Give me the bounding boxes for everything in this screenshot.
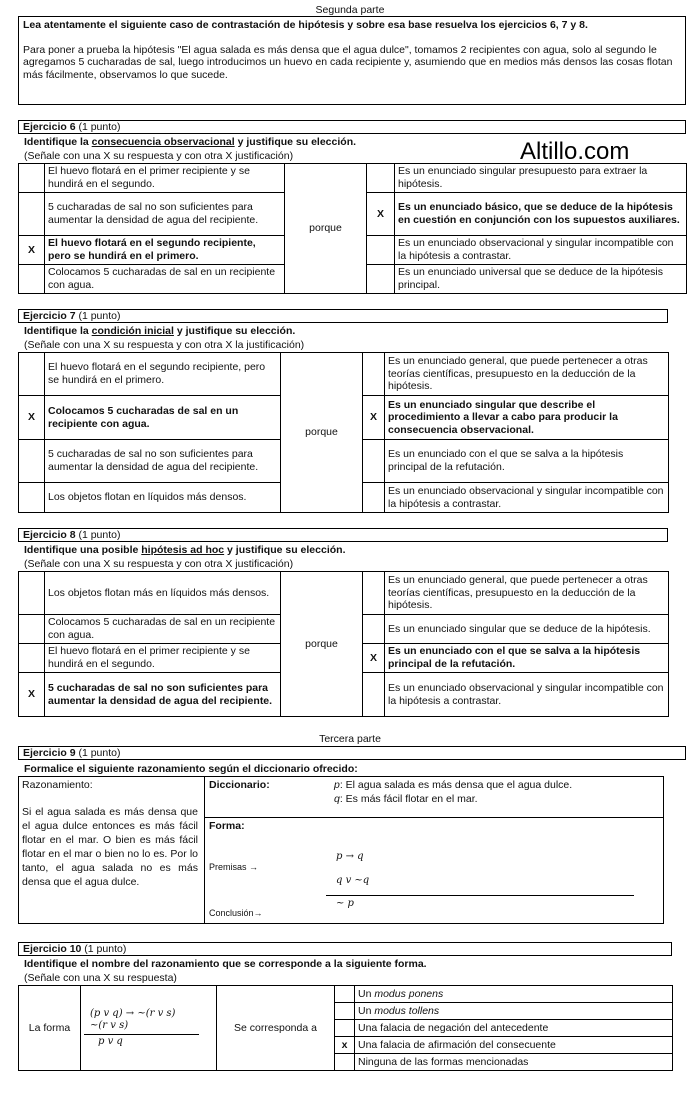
option-left: 5 cucharadas de sal no son suficientes para aumentar la densidad de agua del recipiente. [45,440,281,483]
razonamiento-label: Razonamiento: [22,779,93,791]
option-left: Colocamos 5 cucharadas de sal en un recipiente con agua. [45,265,285,294]
dict-q: q: Es más fácil flotar en el mar. [334,793,478,805]
ex10-points: (1 punto) [84,943,127,955]
ex7-note: (Señale con una X su respuesta y con otra X la justificación) [24,339,305,351]
forma-label: Forma: [209,820,245,832]
option-left: Los objetos flotan más en líquidos más densos. [45,572,281,615]
mark-right[interactable] [363,615,385,644]
option-right: Es un enunciado singular que describe el procedimiento a llevar a cabo para producir la consecuencia observacional. [385,396,669,440]
mark-right[interactable] [363,673,385,717]
mark-left[interactable]: X [19,673,45,717]
mark-left[interactable] [19,644,45,673]
ex8-header [18,528,668,542]
ex10-instruction: Identifique el nombre del razonamiento que se corresponde a la siguiente forma. [24,958,427,970]
mark-right[interactable] [367,164,395,193]
table-row [19,572,669,615]
mark-right[interactable] [363,572,385,615]
option-text: Un modus tollens [355,1003,673,1020]
intro-box [18,16,686,105]
ex6-instruction: Identifique la consecuencia observacional y justifique su elección. [24,136,357,148]
mark-left[interactable] [19,615,45,644]
watermark-logo: Altillo.com [520,138,630,165]
table-row [19,353,669,396]
option-text: Una falacia de afirmación del consecuente [355,1037,673,1054]
conclusion-label: Conclusión→ [209,908,263,918]
mark-right[interactable] [367,265,395,294]
part3-title: Tercera parte [319,733,381,745]
option-right: Es un enunciado observacional y singular incompatible con la hipótesis a contrastar. [395,236,687,265]
option-left: Los objetos flotan en líquidos más densos. [45,483,281,513]
porque-label: porque [281,572,363,717]
la-forma-label: La forma [19,986,81,1071]
mark-left[interactable] [19,265,45,294]
option-left: El huevo flotará en el primer recipiente y se hundirá en el segundo. [45,644,281,673]
inference-line [326,895,634,896]
option-right: Es un enunciado básico, que se deduce de la hipótesis en cuestión en conjunción con los supuestos auxiliares. [395,193,687,236]
formula-line-3: p v q [98,1036,123,1047]
option-right: Es un enunciado singular presupuesto para extraer la hipótesis. [395,164,687,193]
ex6-header [18,120,686,134]
premise-1: p → q [336,851,364,862]
ex9-instruction: Formalice el siguiente razonamiento según el diccionario ofrecido: [24,763,358,775]
ex10-header [18,942,672,956]
ex10-table [18,985,673,1071]
mark-left[interactable]: X [19,236,45,265]
option-right: Es un enunciado observacional y singular incompatible con la hipótesis a contrastar. [385,483,669,513]
option-mark[interactable]: x [335,1037,355,1054]
ex7-label: Ejercicio 7 [23,310,76,322]
mark-right[interactable] [363,440,385,483]
option-mark[interactable] [335,986,355,1003]
option-right: Es un enunciado general, que puede pertenecer a otras teorías científicas, presupuesto en la deducción de la hipótesis. [385,572,669,615]
option-right: Es un enunciado observacional y singular incompatible con la hipótesis a contrastar. [385,673,669,717]
ex8-table [18,571,669,717]
table-row [19,986,673,1003]
conclusion-formula: ~ p [336,898,354,909]
ex10-note: (Señale con una X su respuesta) [24,972,177,984]
mark-left[interactable] [19,164,45,193]
ex7-header [18,309,668,323]
mark-left[interactable] [19,483,45,513]
ex9-divider [204,817,664,818]
ex8-label: Ejercicio 8 [23,529,76,541]
option-left: Colocamos 5 cucharadas de sal en un recipiente con agua. [45,396,281,440]
ex9-divider [204,776,205,924]
option-mark[interactable] [335,1054,355,1071]
ex9-header [18,746,686,760]
ex7-instruction: Identifique la condición inicial y justifique su elección. [24,325,296,337]
ex6-note: (Señale con una X su respuesta y con otra X justificación) [24,150,294,162]
mark-left[interactable] [19,193,45,236]
mark-left[interactable] [19,572,45,615]
mark-right[interactable]: X [367,193,395,236]
mark-right[interactable]: X [363,396,385,440]
mark-right[interactable] [363,353,385,396]
option-right: Es un enunciado universal que se deduce de la hipótesis principal. [395,265,687,294]
mark-right[interactable] [363,483,385,513]
ex7-table [18,352,669,513]
ex9-label: Ejercicio 9 [23,747,76,759]
mark-right[interactable]: X [363,644,385,673]
forma-formula-cell [81,986,217,1071]
option-right: Es un enunciado singular que se deduce de la hipótesis. [385,615,669,644]
ex6-points: (1 punto) [78,121,121,133]
diccionario-label: Diccionario: [209,779,270,791]
se-corresponda-label: Se corresponda a [217,986,335,1071]
ex10-label: Ejercicio 10 [23,943,82,955]
porque-label: porque [285,164,367,294]
option-left: El huevo flotará en el segundo recipiente, pero se hundirá en el primero. [45,236,285,265]
mark-left[interactable] [19,353,45,396]
option-right: Es un enunciado general, que puede pertenecer a otras teorías científicas, presupuesto en la deducción de la hipótesis. [385,353,669,396]
option-right: Es un enunciado con el que se salva a la hipótesis principal de la refutación. [385,440,669,483]
option-left: El huevo flotará en el segundo recipiente, pero se hundirá en el primero. [45,353,281,396]
option-text: Una falacia de negación del antecedente [355,1020,673,1037]
option-left: El huevo flotará en el primer recipiente y se hundirá en el segundo. [45,164,285,193]
option-text: Un modus ponens [355,986,673,1003]
ex6-label: Ejercicio 6 [23,121,76,133]
dict-p: p: El agua salada es más densa que el agua dulce. [334,779,573,791]
intro-text: Para poner a prueba la hipótesis "El agua salada es más densa que el agua dulce", tomamos 2 recipientes con agua, solo al segundo le agregamos 5 cucharadas de sal, luego introducimos un huevo en cada recipiente y, asumiendo que en medios más densos las cosas flotan más fácilmente, observamos lo que sucede. [23,43,673,81]
razonamiento-text: Si el agua salada es más densa que el agua dulce entonces es más fácil flotar en el mar. O bien es más fácil flotar en el mar o bien no lo es. Por lo tanto, el agua salada no es más densa que el agua dulce. [22,806,198,888]
option-mark[interactable] [335,1003,355,1020]
ex6-table [18,163,687,294]
formula-line-1: (p v q) → ~(r v s) [90,1008,176,1019]
ex7-points: (1 punto) [78,310,121,322]
ex8-note: (Señale con una X su respuesta y con otra X justificación) [24,558,294,570]
porque-label: porque [281,353,363,513]
ex9-points: (1 punto) [78,747,121,759]
intro-heading: Lea atentamente el siguiente caso de contrastación de hipótesis y sobre esa base resuelva los ejercicios 6, 7 y 8. [23,19,588,31]
premisas-label: Premisas → [209,862,259,872]
formula-line-2: ~(r v s) [84,1020,199,1035]
ex8-instruction: Identifique una posible hipótesis ad hoc y justifique su elección. [24,544,346,556]
mark-left[interactable] [19,440,45,483]
option-mark[interactable] [335,1020,355,1037]
mark-left[interactable]: X [19,396,45,440]
option-text: Ninguna de las formas mencionadas [355,1054,673,1071]
part2-title: Segunda parte [315,4,385,16]
table-row [19,164,687,193]
option-right: Es un enunciado con el que se salva a la hipótesis principal de la refutación. [385,644,669,673]
option-left: 5 cucharadas de sal no son suficientes para aumentar la densidad de agua del recipiente. [45,673,281,717]
option-left: Colocamos 5 cucharadas de sal en un recipiente con agua. [45,615,281,644]
mark-right[interactable] [367,236,395,265]
premise-2: q v ~q [336,875,370,886]
ex8-points: (1 punto) [78,529,121,541]
option-left: 5 cucharadas de sal no son suficientes para aumentar la densidad de agua del recipiente. [45,193,285,236]
